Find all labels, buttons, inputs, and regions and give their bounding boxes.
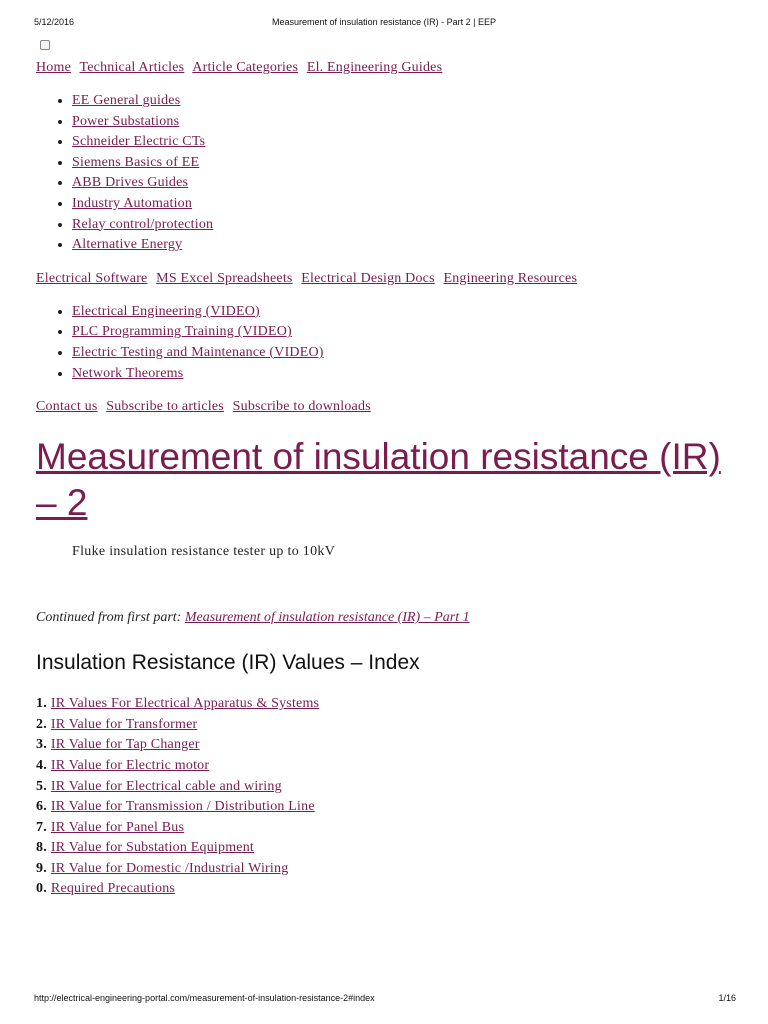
resource-link[interactable]: PLC Programming Training (VIDEO) [72, 324, 292, 340]
guide-link[interactable]: Industry Automation [72, 195, 193, 211]
menu-toggle-checkbox[interactable] [40, 40, 50, 50]
nav-link-contact[interactable]: Contact us [36, 399, 98, 415]
nav-link-home[interactable]: Home [36, 60, 72, 75]
nav-link-technical-articles[interactable]: Technical Articles [79, 60, 185, 75]
resource-link[interactable]: Network Theorems [72, 365, 184, 381]
index-link[interactable]: IR Values For Electrical Apparatus & Systems [50, 696, 320, 712]
index-item [36, 756, 736, 777]
index-list [36, 694, 736, 900]
page-content [36, 36, 736, 900]
index-item [36, 715, 736, 736]
nav-link-subscribe-downloads[interactable]: Subscribe to downloads [232, 399, 371, 415]
index-link[interactable]: IR Value for Transmission / Distribution Line [50, 799, 315, 815]
index-number: 6. [36, 799, 47, 815]
list-item [72, 322, 736, 343]
guide-link[interactable]: Relay control/protection [72, 216, 214, 232]
guide-link[interactable]: ABB Drives Guides [72, 175, 189, 191]
list-item [72, 112, 736, 133]
list-item [72, 132, 736, 153]
list-item [72, 215, 736, 236]
index-number: 7. [36, 819, 47, 835]
nav-link-subscribe-articles[interactable]: Subscribe to articles [106, 399, 224, 415]
print-header [0, 17, 768, 29]
list-item [72, 302, 736, 323]
index-number: 8. [36, 840, 47, 856]
image-caption: Fluke insulation resistance tester up to 10kV [72, 544, 336, 560]
guide-link[interactable]: EE General guides [72, 93, 181, 108]
index-number: 2. [36, 716, 47, 732]
nav-link-engineering-resources[interactable]: Engineering Resources [443, 270, 578, 286]
index-number: 3. [36, 737, 47, 753]
index-link[interactable]: IR Value for Transformer [50, 716, 198, 732]
guide-link[interactable]: Schneider Electric CTs [72, 134, 206, 150]
list-item [72, 173, 736, 194]
index-item [36, 838, 736, 859]
index-heading: Insulation Resistance (IR) Values – Index [36, 651, 420, 675]
list-item [72, 194, 736, 215]
index-link[interactable]: IR Value for Substation Equipment [50, 840, 255, 856]
page-number: 1/16 [718, 993, 736, 1003]
list-item [72, 235, 736, 256]
index-item [36, 818, 736, 839]
list-item [72, 364, 736, 385]
nav-link-electrical-software[interactable]: Electrical Software [36, 270, 148, 286]
index-number: 5. [36, 778, 47, 794]
guides-list [36, 91, 736, 256]
nav-link-article-categories[interactable]: Article Categories [192, 60, 299, 75]
top-nav [36, 59, 736, 77]
bottom-nav [36, 398, 736, 416]
resources-list [36, 302, 736, 384]
middle-nav [36, 270, 736, 288]
index-item [36, 694, 736, 715]
article-title[interactable]: Measurement of insulation resistance (IR) – 2 [36, 436, 721, 524]
index-item [36, 797, 736, 818]
index-number: 9. [36, 860, 47, 876]
index-number: 0. [36, 881, 47, 897]
index-link[interactable]: Required Precautions [50, 881, 176, 897]
part-one-link[interactable]: Measurement of insulation resistance (IR) – Part 1 [184, 610, 470, 626]
guide-link[interactable]: Alternative Energy [72, 237, 183, 253]
guide-link[interactable]: Power Substations [72, 113, 180, 129]
list-item [72, 91, 736, 112]
index-number: 1. [36, 696, 47, 712]
list-item [72, 153, 736, 174]
index-link[interactable]: IR Value for Electrical cable and wiring [50, 778, 282, 794]
index-item [36, 777, 736, 798]
resource-link[interactable]: Electric Testing and Maintenance (VIDEO) [72, 344, 324, 360]
index-link[interactable]: IR Value for Tap Changer [50, 737, 200, 753]
index-link[interactable]: IR Value for Electric motor [50, 757, 210, 773]
nav-link-excel-spreadsheets[interactable]: MS Excel Spreadsheets [156, 270, 293, 286]
resource-link[interactable]: Electrical Engineering (VIDEO) [72, 303, 260, 319]
print-footer [0, 993, 768, 1005]
index-item [36, 859, 736, 880]
index-link[interactable]: IR Value for Panel Bus [50, 819, 185, 835]
nav-link-engineering-guides[interactable]: El. Engineering Guides [306, 60, 443, 75]
index-item [36, 879, 736, 900]
list-item [72, 343, 736, 364]
index-item [36, 735, 736, 756]
print-page-title: Measurement of insulation resistance (IR) - Part 2 | EEP [272, 17, 496, 27]
guide-link[interactable]: Siemens Basics of EE [72, 154, 200, 170]
print-date: 5/12/2016 [34, 17, 75, 27]
index-link[interactable]: IR Value for Domestic /Industrial Wiring [50, 860, 289, 876]
page-url: http://electrical-engineering-portal.com/measurement-of-insulation-resistance-2#index [34, 993, 375, 1003]
nav-link-design-docs[interactable]: Electrical Design Docs [301, 270, 435, 286]
index-number: 4. [36, 757, 47, 773]
continued-prefix: Continued from first part: [36, 610, 182, 626]
continued-note [36, 610, 736, 626]
